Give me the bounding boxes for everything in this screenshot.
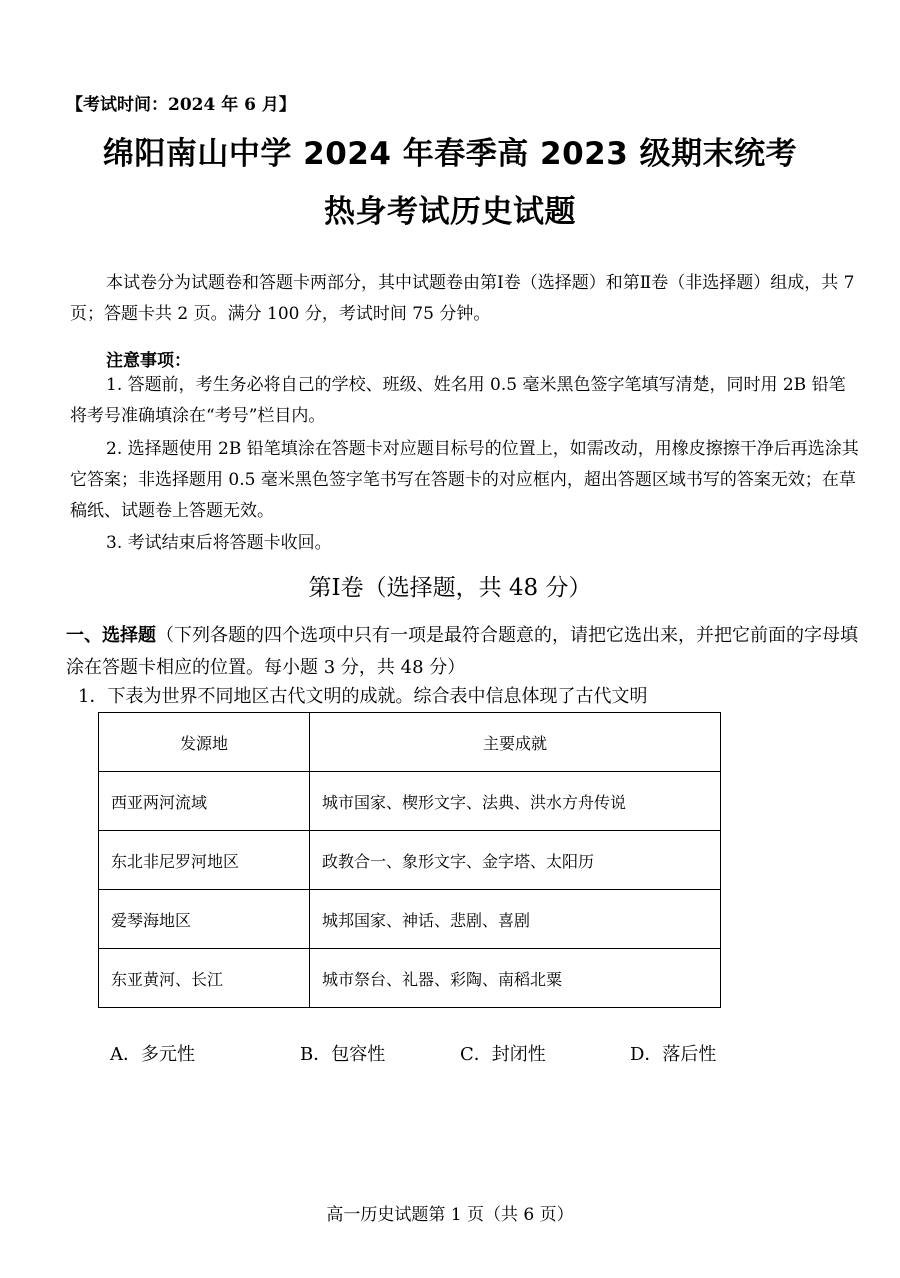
option-b: B．包容性 <box>300 1044 386 1065</box>
part-label: 一、选择题 <box>66 625 156 646</box>
notice-item: 1. 答题前，考生务必将自己的学校、班级、姓名用 0.5 毫米黑色签字笔填写清楚，同时用 2B 铅笔将考号准确填涂在“考号”栏目内。 <box>70 375 846 426</box>
option-a: A．多元性 <box>110 1044 195 1065</box>
table-header-cell: 主要成就 <box>310 713 721 772</box>
table-cell: 政教合一、象形文字、金字塔、太阳历 <box>310 831 721 890</box>
exam-title-line2: 热身考试历史试题 <box>324 194 576 230</box>
table-header-cell: 发源地 <box>99 713 310 772</box>
table-row <box>99 890 721 949</box>
option-c: C．封闭性 <box>460 1044 546 1065</box>
table-header-row <box>99 713 721 772</box>
table-cell: 城邦国家、神话、悲剧、喜剧 <box>310 890 721 949</box>
table-cell: 爱琴海地区 <box>99 890 310 949</box>
table-cell: 城市祭台、礼器、彩陶、南稻北粟 <box>310 949 721 1008</box>
intro-paragraph: 本试卷分为试题卷和答题卡两部分，其中试题卷由第Ⅰ卷（选择题）和第Ⅱ卷（非选择题）组成，共 7 页；答题卡共 2 页。满分 100 分，考试时间 75 分钟。 <box>70 273 855 324</box>
table-row <box>99 772 721 831</box>
table-row <box>99 949 721 1008</box>
civilization-table <box>98 712 721 1008</box>
part-instruction-block <box>66 620 866 684</box>
option-d: D．落后性 <box>630 1044 717 1065</box>
page-footer: 高一历史试题第 1 页（共 6 页） <box>326 1205 574 1225</box>
question-1-stem: 1．下表为世界不同地区古代文明的成就。综合表中信息体现了古代文明 <box>78 686 648 707</box>
table-row <box>99 831 721 890</box>
exam-time: 【考试时间：2024 年 6 月】 <box>66 95 296 115</box>
table-cell: 东亚黄河、长江 <box>99 949 310 1008</box>
table-cell: 城市国家、楔形文字、法典、洪水方舟传说 <box>310 772 721 831</box>
notice-item: 3. 考试结束后将答题卡收回。 <box>106 533 332 553</box>
notice-heading: 注意事项： <box>106 351 191 371</box>
table-cell: 东北非尼罗河地区 <box>99 831 310 890</box>
section-heading: 第Ⅰ卷（选择题，共 48 分） <box>308 575 592 601</box>
notice-item: 2. 选择题使用 2B 铅笔填涂在答题卡对应题目标号的位置上，如需改动，用橡皮擦擦干净后再选涂其它答案；非选择题用 0.5 毫米黑色签字笔书写在答题卡的对应框内，超出答题区域书写的答案无效；在草稿纸、试题卷上答题无效。 <box>70 439 859 521</box>
table-cell: 西亚两河流域 <box>99 772 310 831</box>
part-instruction: （下列各题的四个选项中只有一项是最符合题意的，请把它选出来，并把它前面的字母填涂在答题卡相应的位置。每小题 3 分，共 48 分） <box>66 625 858 678</box>
exam-title-line1: 绵阳南山中学 2024 年春季高 2023 级期末统考 <box>102 136 798 172</box>
